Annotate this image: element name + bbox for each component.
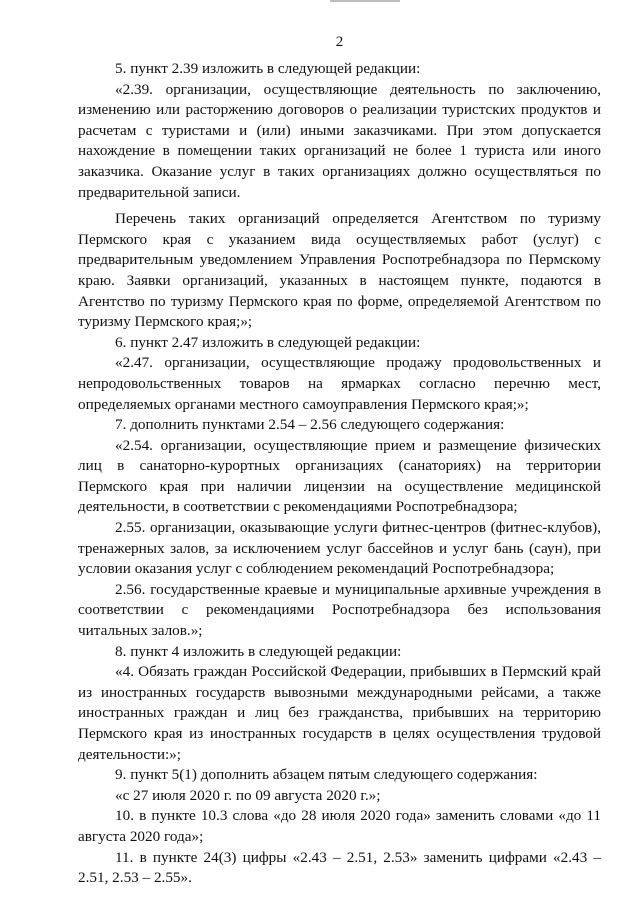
item-8-intro: 8. пункт 4 изложить в следующей редакции: — [115, 642, 402, 660]
top-edge-line — [330, 0, 400, 2]
document-page — [78, 32, 601, 889]
item-5-intro: 5. пункт 2.39 изложить в следующей редакции: — [115, 60, 421, 77]
clause-2-47: «2.47. организации, осуществляющие продажу продовольственных и непродовольственных товаров на ярмарках согласно перечню мест, определяемых органами местного самоуправления Пермского края;»; — [78, 354, 601, 413]
clause-2-39: «2.39. организации, осуществляющие деятельность по заключению, изменению или расторжению договоров о реализации туристских продуктов и расчетам с туристами и (или) иными заказчиками. При этом допускается нахождение в помещении таких организаций не более 1 туриста или иного заказчика. Оказание услуг в таких организациях должно осуществляться по предварительной записи. — [78, 80, 601, 201]
item-10: 10. в пункте 10.3 слова «до 28 июля 2020 года» заменить словами «до 11 августа 2020 года»; — [78, 807, 601, 845]
clause-2-54: «2.54. организации, осуществляющие прием и размещение физических лиц в санаторно-курортных организациях (санаториях) на территории Пермского края при наличии лицензии на осуществление медицинской деятельности, в соответствии с рекомендациями Роспотребнадзора; — [78, 436, 601, 516]
clause-2-39-list-paragraph: Перечень таких организаций определяется Агентством по туризму Пермского края с указанием вида осуществляемых работ (услуг) с предварительным уведомлением Управления Роспотребнадзора по Пермскому краю. Заявки организаций, указанных в настоящем пункте, подаются в Агентство по туризму Пермского края по форме, определяемой Агентством по туризму Пермского края;»; — [78, 210, 601, 331]
clause-4: «4. Обязать граждан Российской Федерации, прибывших в Пермский край из иностранных государств вывозными международными рейсами, а также иностранных граждан и лиц без гражданства, прибывших на территорию Пермского края из иностранных государств в целях осуществления трудовой деятельности:»; — [78, 663, 601, 763]
page-number: 2 — [335, 34, 344, 50]
item-11: 11. в пункте 24(3) цифры «2.43 – 2.51, 2.53» заменить цифрами «2.43 – 2.51, 2.53 – 2.55». — [78, 848, 601, 887]
item-9-intro: 9. пункт 5(1) дополнить абзацем пятым следующего содержания: — [115, 766, 538, 784]
clause-2-55: 2.55. организации, оказывающие услуги фитнес-центров (фитнес-клубов), тренажерных залов, за исключением услуг бассейнов и услуг бань (саун), при условии оказания услуг с соблюдением рекомендаций Роспотребнадзора; — [78, 519, 601, 578]
clause-2-56: 2.56. государственные краевые и муниципальные архивные учреждения в соответствии с рекомендациями Роспотребнадзора без использования читальных залов.»; — [78, 580, 601, 640]
item-6-intro: 6. пункт 2.47 изложить в следующей редакции: — [115, 333, 421, 351]
item-7-intro: 7. дополнить пунктами 2.54 – 2.56 следующего содержания: — [115, 416, 505, 434]
item-9-text: «с 27 июля 2020 г. по 09 августа 2020 г.»; — [115, 786, 381, 804]
